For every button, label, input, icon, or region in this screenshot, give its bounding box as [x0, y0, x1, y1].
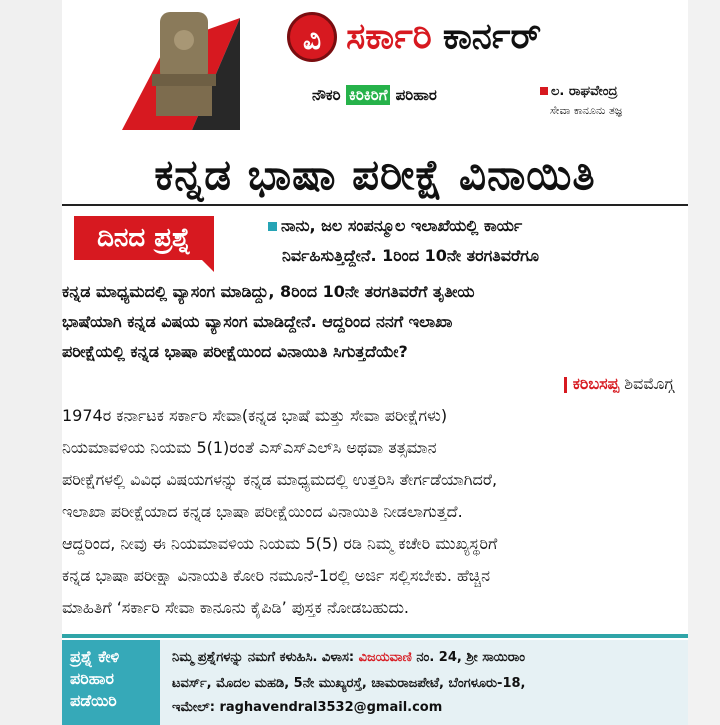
page-margin-right	[688, 0, 720, 725]
answer-line: 1974ರ ಕರ್ನಾಟಕ ಸರ್ಕಾರಿ ಸೇವಾ(ಕನ್ನಡ ಭಾಷೆ ಮತ್ತು ಸೇವಾ ಪರೀಕ್ಷೆಗಳು)	[62, 406, 448, 425]
tag-line: ಪಡೆಯಿರಿ	[70, 691, 117, 710]
red-bar-icon	[564, 377, 567, 393]
tagline-highlight: ಕಿರಿಕಿರಿಗೆ	[346, 85, 391, 105]
footer-address-line: ಟವರ್ಸ್, ಮೊದಲ ಮಹಡಿ, 5ನೇ ಮುಖ್ಯರಸ್ತೆ, ಚಾಮರಾಜಪೇಟೆ, ಬೆಂಗಳೂರು-18,	[172, 676, 526, 691]
question-line: ನಿರ್ವಹಿಸುತ್ತಿದ್ದೇನೆ. 1ರಿಂದ 10ನೇ ತರಗತಿವರೆಗೂ	[282, 246, 539, 265]
tagline	[312, 86, 437, 104]
author-text: ಲ. ರಾಘವೇಂದ್ರ	[551, 84, 618, 99]
badge-tail	[202, 260, 214, 272]
question-badge: ದಿನದ ಪ್ರಶ್ನೆ	[74, 216, 214, 260]
contact-footer	[62, 640, 688, 725]
logo-word-corner: ಕಾರ್ನರ್	[442, 16, 542, 57]
asker-place: ಶಿವಮೊಗ್ಗ	[624, 374, 674, 393]
answer-line: ನಿಯಮಾವಳಿಯ ನಿಯಮ 5(1)ರಂತೆ ಎಸ್‌ಎಸ್‌ಎಲ್‌ಸಿ ಅಥವಾ ತತ್ಸಮಾನ	[62, 438, 437, 457]
tagline-post: ಪರಿಹಾರ	[395, 86, 437, 104]
answer-line: ಕನ್ನಡ ಭಾಷಾ ಪರೀಕ್ಷಾ ವಿನಾಯತಿ ಕೋರಿ ನಮೂನೆ-1ರಲ್ಲಿ ಅರ್ಜಿ ಸಲ್ಲಿಸಬೇಕು. ಹೆಚ್ಚಿನ	[62, 566, 491, 585]
brand-name: ವಿಜಯವಾಣಿ	[358, 650, 412, 665]
answer-line: ಆದ್ದರಿಂದ, ನೀವು ಈ ನಿಯಮಾವಳಿಯ ನಿಯಮ 5(5) ರಡಿ ನಿಮ್ಮ ಕಚೇರಿ ಮುಖ್ಯಸ್ಥರಿಗೆ	[62, 534, 498, 553]
tag-line: ಪರಿಹಾರ	[70, 669, 114, 688]
answer-line: ಪರೀಕ್ಷೆಗಳಲ್ಲಿ ವಿವಿಧ ವಿಷಯಗಳನ್ನು ಕನ್ನಡ ಮಾಧ್ಯಮದಲ್ಲಿ ಉತ್ತರಿಸಿ ತೇರ್ಗಡೆಯಾಗಿದರೆ,	[62, 470, 498, 489]
author-name	[540, 84, 617, 99]
headline-divider	[62, 204, 688, 206]
footer-address-line: ನಿಮ್ಮ ಪ್ರಶ್ನೆಗಳನ್ನು ನಮಗೆ ಕಳುಹಿಸಿ. ವಿಳಾಸ: ವಿಜಯವಾಣಿ ನಂ. 24, ಶ್ರೀ ಸಾಯಿರಾಂ	[172, 650, 525, 665]
footer-email[interactable]: ಇಮೇಲ್: raghavendral3532@gmail.com	[172, 700, 443, 715]
tagline-pre: ನೌಕರಿ	[312, 86, 341, 104]
newspaper-clipping	[62, 0, 688, 725]
logo-word-sarkari: ಸರ್ಕಾರಿ	[346, 16, 432, 57]
column-header	[62, 0, 688, 140]
asker-credit	[564, 374, 674, 394]
answer-line: ಮಾಹಿತಿಗೆ ‘ಸರ್ಕಾರಿ ಸೇವಾ ಕಾನೂನು ಕೈಪಿಡಿ’ ಪುಸ್ತಕ ನೋಡಬಹುದು.	[62, 598, 410, 617]
question-line: ನಾನು, ಜಲ ಸಂಪನ್ಮೂಲ ಇಲಾಖೆಯಲ್ಲಿ ಕಾರ್ಯ	[268, 216, 522, 236]
emblem-icon	[122, 4, 242, 130]
answer-line: ಇಲಾಖಾ ಪರೀಕ್ಷೆಯಾದ ಕನ್ನಡ ಭಾಷಾ ಪರೀಕ್ಷೆಯಿಂದ ವಿನಾಯಿತಿ ನೀಡಲಾಗುತ್ತದೆ.	[62, 502, 463, 521]
headline: ಕನ್ನಡ ಭಾಷಾ ಪರೀಕ್ಷೆ ವಿನಾಯಿತಿ	[154, 150, 596, 199]
square-bullet-icon	[268, 222, 277, 231]
ask-question-tag	[62, 640, 160, 725]
footer-divider	[62, 634, 688, 638]
column-logo	[287, 12, 541, 72]
question-line: ಪರೀಕ್ಷೆಯಲ್ಲಿ ಕನ್ನಡ ಭಾಷಾ ಪರೀಕ್ಷೆಯಿಂದ ವಿನಾಯಿತಿ ಸಿಗುತ್ತದೆಯೇ?	[62, 342, 408, 361]
tag-line: ಪ್ರಶ್ನೆ ಕೇಳಿ	[70, 647, 120, 666]
question-line: ಕನ್ನಡ ಮಾಧ್ಯಮದಲ್ಲಿ ವ್ಯಾಸಂಗ ಮಾಡಿದ್ದು, 8ರಿಂದ 10ನೇ ತರಗತಿವರೆಗೆ ತೃತೀಯ	[62, 282, 475, 301]
page-margin-left	[0, 0, 62, 725]
square-bullet-icon	[540, 87, 548, 95]
asker-name: ಕರಿಬಸಪ್ಪ	[572, 374, 620, 393]
question-line: ಭಾಷೆಯಾಗಿ ಕನ್ನಡ ವಿಷಯ ವ್ಯಾಸಂಗ ಮಾಡಿದ್ದೇನೆ. ಆದ್ದರಿಂದ ನನಗೆ ಇಲಾಖಾ	[62, 312, 453, 331]
author-role: ಸೇವಾ ಕಾನೂನು ತಜ್ಞ	[550, 104, 623, 117]
logo-letter: ವಿ	[287, 12, 337, 62]
